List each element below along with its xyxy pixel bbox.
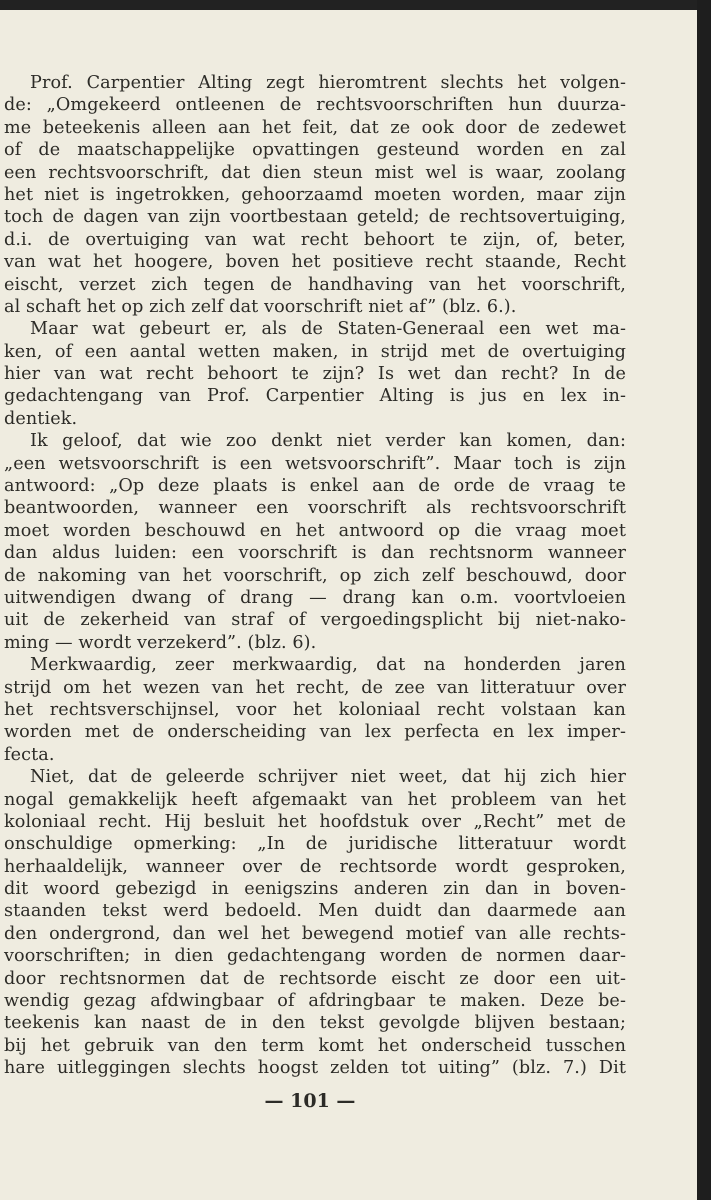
text-line: de: „Omgekeerd ontleenen de rechtsvoorschriften hun duurza- [4, 95, 626, 116]
book-page [0, 10, 697, 1200]
text-line: door rechtsnormen dat de rechtsorde eischt ze door een uit- [4, 968, 626, 989]
text-line: Ik geloof, dat wie zoo denkt niet verder kan komen, dan: [30, 431, 626, 452]
text-line: uitwendigen dwang of drang — drang kan o.m. voortvloeien [4, 587, 626, 608]
scan-border-right [697, 0, 711, 1200]
text-line: d.i. de overtuiging van wat recht behoort te zijn, of, beter, [4, 229, 626, 250]
text-line: Merkwaardig, zeer merkwaardig, dat na honderden jaren [30, 655, 626, 676]
text-line: staanden tekst werd bedoeld. Men duidt dan daarmede aan [4, 901, 626, 922]
text-line: strijd om het wezen van het recht, de zee van litteratuur over [4, 677, 626, 698]
text-line: de nakoming van het voorschrift, op zich zelf beschouwd, door [4, 565, 626, 586]
text-line: ming — wordt verzekerd”. (blz. 6). [4, 632, 317, 653]
text-line: herhaaldelijk, wanneer over de rechtsorde wordt gesproken, [4, 856, 626, 877]
text-line: gedachtengang van Prof. Carpentier Alting is jus en lex in- [4, 386, 626, 407]
text-line: den ondergrond, dan wel het bewegend motief van alle rechts- [4, 923, 626, 944]
text-line: dentiek. [4, 408, 78, 429]
text-line: „een wetsvoorschrift is een wetsvoorschrift”. Maar toch is zijn [4, 453, 626, 474]
text-line: wendig gezag afdwingbaar of afdringbaar te maken. Deze be- [4, 991, 626, 1012]
text-line: toch de dagen van zijn voortbestaan geteld; de rechtsovertuiging, [4, 207, 626, 228]
text-line: worden met de onderscheiding van lex perfecta en lex imper- [4, 722, 626, 743]
text-line: dan aldus luiden: een voorschrift is dan rechtsnorm wanneer [4, 543, 626, 564]
text-line: onschuldige opmerking: „In de juridische litteratuur wordt [4, 834, 626, 855]
text-line: of de maatschappelijke opvattingen gesteund worden en zal [4, 140, 626, 161]
text-line: dit woord gebezigd in eenigszins anderen zin dan in boven- [4, 879, 626, 900]
text-line: moet worden beschouwd en het antwoord op die vraag moet [4, 520, 626, 541]
page-body-text [4, 72, 626, 1080]
text-line: bij het gebruik van den term komt het onderscheid tusschen [4, 1035, 626, 1056]
text-line: me beteekenis alleen aan het feit, dat ze ook door de zedewet [4, 117, 626, 138]
text-line: een rechtsvoorschrift, dat dien steun mist wel is waar, zoolang [4, 162, 626, 183]
text-line: al schaft het op zich zelf dat voorschrift niet af” (blz. 6.). [4, 296, 517, 317]
text-line: voorschriften; in dien gedachtengang worden de normen daar- [4, 946, 626, 967]
text-line: Prof. Carpentier Alting zegt hieromtrent slechts het volgen- [30, 73, 626, 93]
text-line: fecta. [4, 744, 55, 765]
text-line: beantwoorden, wanneer een voorschrift als rechtsvoorschrift [4, 498, 626, 519]
text-line: nogal gemakkelijk heeft afgemaakt van het probleem van het [4, 789, 626, 810]
text-line: hare uitleggingen slechts hoogst zelden tot uiting” (blz. 7.) Dit [4, 1058, 626, 1079]
text-line: uit de zekerheid van straf of vergoedingsplicht bij niet-nako- [4, 610, 626, 631]
text-line: koloniaal recht. Hij besluit het hoofdstuk over „Recht” met de [4, 811, 626, 832]
text-line: Maar wat gebeurt er, als de Staten-Generaal een wet ma- [30, 319, 626, 340]
text-line: Niet, dat de geleerde schrijver niet weet, dat hij zich hier [30, 767, 626, 788]
text-line: teekenis kan naast de in den tekst gevolgde blijven bestaan; [4, 1013, 626, 1034]
text-line: het rechtsverschijnsel, voor het koloniaal recht volstaan kan [4, 699, 626, 720]
text-line: het niet is ingetrokken, gehoorzaamd moeten worden, maar zijn [4, 184, 626, 205]
page-number: — 101 — [264, 1090, 356, 1112]
text-line: van wat het hoogere, boven het positieve recht staande, Recht [4, 252, 626, 273]
text-line: antwoord: „Op deze plaats is enkel aan de orde de vraag te [4, 476, 626, 497]
text-line: ken, of een aantal wetten maken, in strijd met de overtuiging [4, 341, 626, 362]
text-line: eischt, verzet zich tegen de handhaving van het voorschrift, [4, 274, 626, 295]
scan-border-top [0, 0, 711, 10]
text-line: hier van wat recht behoort te zijn? Is wet dan recht? In de [4, 364, 626, 385]
